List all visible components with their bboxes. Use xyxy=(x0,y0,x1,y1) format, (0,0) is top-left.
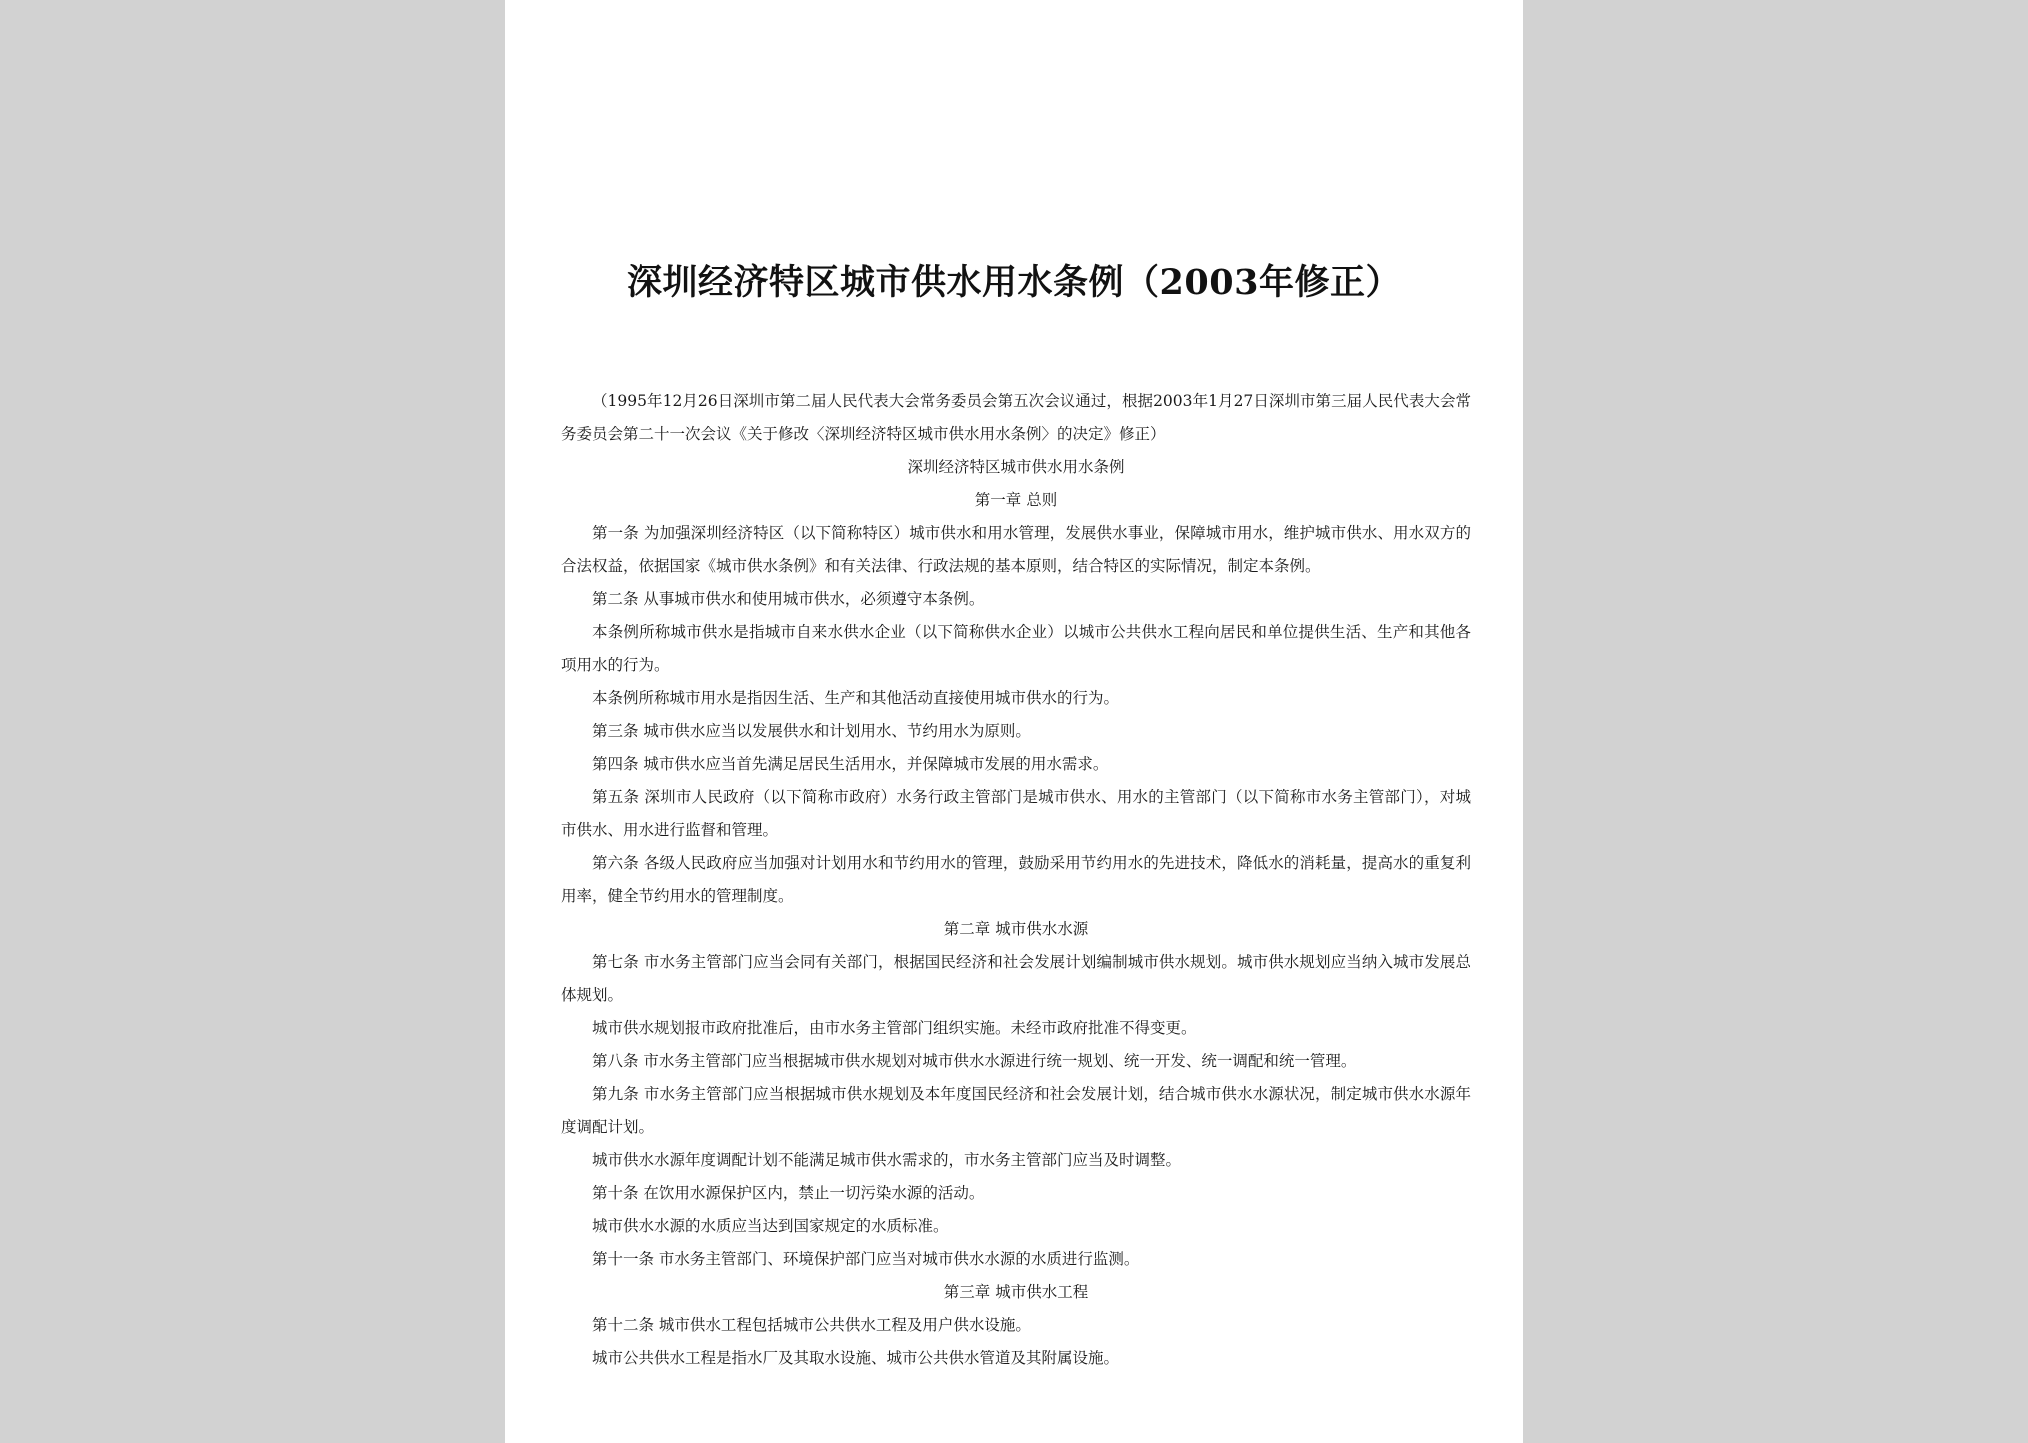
body-paragraph: 第九条 市水务主管部门应当根据城市供水规划及本年度国民经济和社会发展计划，结合城市供水水源状况，制定城市供水水源年度调配计划。 xyxy=(561,1085,1471,1136)
document-body xyxy=(561,385,1471,1375)
body-paragraph: 第四条 城市供水应当首先满足居民生活用水，并保障城市发展的用水需求。 xyxy=(592,755,1109,773)
body-paragraph: （1995年12月26日深圳市第二届人民代表大会常务委员会第五次会议通过，根据2003年1月27日深圳市第三届人民代表大会常务委员会第二十一次会议《关于修改〈深圳经济特区城市供水用水条例〉的决定》修正） xyxy=(561,392,1471,443)
section-heading: 第一章 总则 xyxy=(974,491,1058,509)
section-heading: 深圳经济特区城市供水用水条例 xyxy=(907,458,1125,476)
document-title: 深圳经济特区城市供水用水条例（2003年修正） xyxy=(627,262,1401,303)
body-paragraph: 城市公共供水工程是指水厂及其取水设施、城市公共供水管道及其附属设施。 xyxy=(592,1349,1120,1367)
body-paragraph: 第十条 在饮用水源保护区内，禁止一切污染水源的活动。 xyxy=(592,1184,985,1202)
body-paragraph: 第七条 市水务主管部门应当会同有关部门，根据国民经济和社会发展计划编制城市供水规划。城市供水规划应当纳入城市发展总体规划。 xyxy=(561,953,1471,1004)
body-paragraph: 第五条 深圳市人民政府（以下简称市政府）水务行政主管部门是城市供水、用水的主管部门（以下简称市水务主管部门），对城市供水、用水进行监督和管理。 xyxy=(561,788,1471,839)
body-paragraph: 第二条 从事城市供水和使用城市供水，必须遵守本条例。 xyxy=(592,590,985,608)
body-paragraph: 本条例所称城市用水是指因生活、生产和其他活动直接使用城市供水的行为。 xyxy=(592,689,1120,707)
body-paragraph: 第三条 城市供水应当以发展供水和计划用水、节约用水为原则。 xyxy=(592,722,1031,740)
body-paragraph: 本条例所称城市供水是指城市自来水供水企业（以下简称供水企业）以城市公共供水工程向居民和单位提供生活、生产和其他各项用水的行为。 xyxy=(561,623,1471,674)
section-heading: 第二章 城市供水水源 xyxy=(943,920,1089,938)
body-paragraph: 第十一条 市水务主管部门、环境保护部门应当对城市供水水源的水质进行监测。 xyxy=(592,1250,1140,1268)
body-paragraph: 第六条 各级人民政府应当加强对计划用水和节约用水的管理，鼓励采用节约用水的先进技术，降低水的消耗量，提高水的重复利用率，健全节约用水的管理制度。 xyxy=(561,854,1471,905)
body-paragraph: 第八条 市水务主管部门应当根据城市供水规划对城市供水水源进行统一规划、统一开发、统一调配和统一管理。 xyxy=(592,1052,1357,1070)
document-page xyxy=(505,0,1523,1443)
body-paragraph: 城市供水水源的水质应当达到国家规定的水质标准。 xyxy=(592,1217,949,1235)
body-paragraph: 第一条 为加强深圳经济特区（以下简称特区）城市供水和用水管理，发展供水事业，保障城市用水，维护城市供水、用水双方的合法权益，依据国家《城市供水条例》和有关法律、行政法规的基本原则，结合特区的实际情况，制定本条例。 xyxy=(561,524,1471,575)
body-paragraph: 第十二条 城市供水工程包括城市公共供水工程及用户供水设施。 xyxy=(592,1316,1031,1334)
body-paragraph: 城市供水水源年度调配计划不能满足城市供水需求的，市水务主管部门应当及时调整。 xyxy=(592,1151,1182,1169)
section-heading: 第三章 城市供水工程 xyxy=(943,1283,1089,1301)
body-paragraph: 城市供水规划报市政府批准后，由市水务主管部门组织实施。未经市政府批准不得变更。 xyxy=(592,1019,1197,1037)
